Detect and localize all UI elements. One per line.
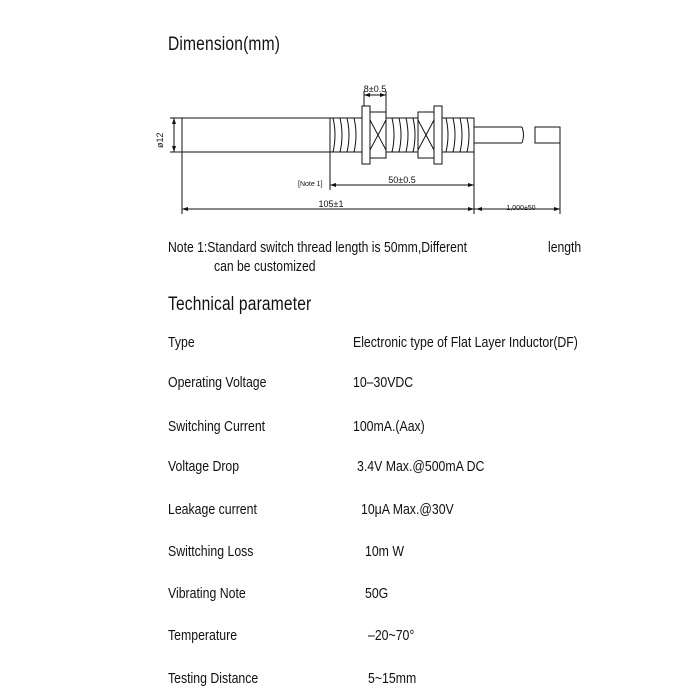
dimension-title: Dimension(mm) [168,34,281,55]
tech-title: Technical parameter [168,294,312,315]
param-label: Operating Voltage [168,374,267,391]
param-value: 50G [365,585,389,602]
param-label: Switching Current [168,418,266,435]
cable [474,127,560,143]
diameter-dimension [170,118,182,152]
note-line-2: can be customized [214,259,316,275]
sensor-body [182,118,330,152]
sensor-dimension-drawing [0,0,700,240]
note-line-1-tail: length [548,240,582,256]
nut-left [362,106,386,164]
param-label: Testing Distance [168,670,259,687]
param-label: Voltage Drop [168,458,240,475]
diameter-label: ø12 [155,132,165,148]
cable-length-label: 1,000±50 [506,205,536,212]
thread-length-label: 50±0.5 [388,175,416,185]
param-value: 10μA Max.@30V [361,501,454,518]
thread-ridges [333,118,469,152]
param-label: Vibrating Note [168,585,246,602]
param-value: 100mA.(Aax) [353,418,425,435]
nut-width-label: 8±0.5 [363,84,387,94]
note-line-1: Note 1:Standard switch thread length is 50mm,Different [168,240,468,256]
param-label: Temperature [168,627,238,644]
thread-section [330,118,474,152]
param-label: Leakage current [168,501,257,518]
param-value: 10–30VDC [353,374,414,391]
param-value: 10m W [365,543,404,560]
param-value: –20~70° [368,627,415,644]
note-reference-label: [Note 1] [298,181,323,188]
cable-length-dimension [474,143,560,214]
param-label: Swittching Loss [168,543,254,560]
param-value: 3.4V Max.@500mA DC [357,458,485,475]
param-value: Electronic type of Flat Layer Inductor(DF) [353,334,578,351]
param-value: 5~15mm [368,670,417,687]
param-label: Type [168,334,195,351]
nut-right [418,106,442,164]
total-length-label: 105±1 [318,199,344,209]
